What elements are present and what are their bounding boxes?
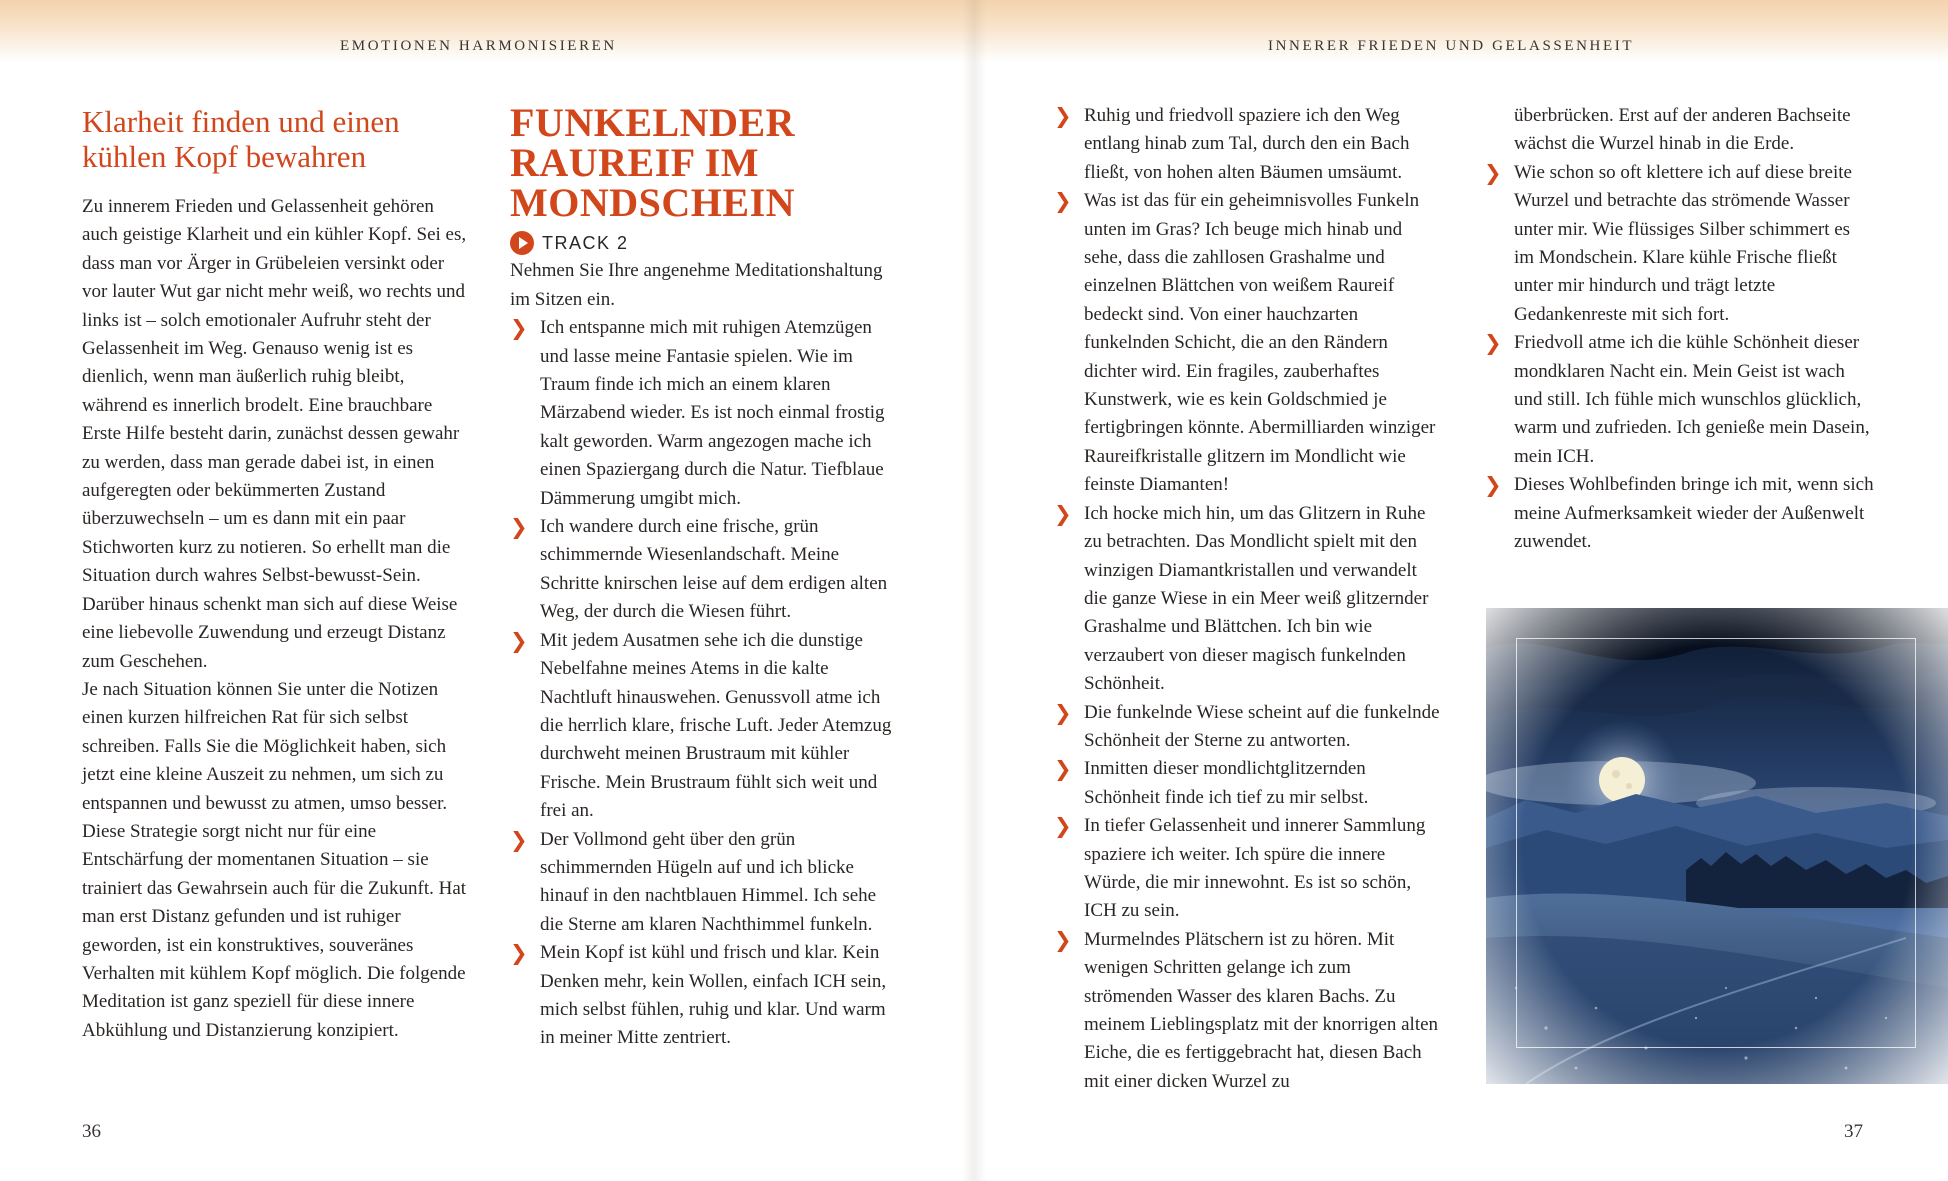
- list-item: [1054, 699, 1444, 756]
- step-text: Ich hocke mich hin, um das Glitzern in Ruhe zu betrachten. Das Mondlicht spielt mit den winzigen Diamantkristallen und verwandelt die ganze Wiese in ein Meer weiß glitzernder Grashalme und Blättchen. Ich bin wie verzaubert von dieser magisch funkelnden Schönheit.: [1084, 502, 1429, 695]
- list-item: [1054, 812, 1444, 926]
- track-text: TRACK 2: [542, 233, 629, 253]
- left-column-2: [510, 100, 900, 1053]
- meditation-steps: [510, 314, 900, 1053]
- list-item: [510, 513, 900, 627]
- moonlit-landscape-image: [1486, 608, 1948, 1084]
- step-text: Ruhig und friedvoll spaziere ich den Weg entlang hinab zum Tal, durch den ein Bach fließt, von hohen alten Bäumen umsäumt.: [1084, 105, 1410, 183]
- chevron-right-icon: ❯: [510, 515, 528, 540]
- step-text: Ich wandere durch eine frische, grün schimmernde Wiesenlandschaft. Meine Schritte knirschen leise auf dem erdigen alten Weg, der durch die Wiesen führt.: [540, 516, 888, 623]
- chevron-right-icon: ❯: [1054, 104, 1072, 128]
- play-circle-icon[interactable]: [510, 231, 534, 255]
- step-text: Was ist das für ein geheimnisvolles Funkeln unten im Gras? Ich beuge mich hinab und sehe, dass die zahllosen Grashalme und einzelnen Blättchen von weißem Raureif bedeckt sind. Von einer hauchzarten funkelnden Schicht, die an den Rändern dichter wird. Ein fragiles, zauberhaftes Kunstwerk, wie es kein Goldschmied je fertigbringen könnte. Abermilliarden winziger Raureifkristalle glitzern im Mondlicht wie feinste Diamanten!: [1084, 190, 1436, 496]
- meditation-title: FUNKELNDER RAUREIF IM MONDSCHEIN: [510, 100, 796, 225]
- chevron-right-icon: ❯: [1054, 757, 1072, 782]
- meditation-intro: Nehmen Sie Ihre angenehme Meditationshaltung im Sitzen ein.: [510, 260, 883, 310]
- chevron-right-icon: ❯: [1054, 501, 1072, 526]
- step-text: Ich entspanne mich mit ruhigen Atemzügen und lasse meine Fantasie spielen. Wie im Traum finde ich mich an einem klaren Märzabend wieder. Es ist noch einmal frostig kalt geworden. Warm angezogen mache ich einen Spaziergang durch die Natur. Tiefblaue Dämmerung umgibt mich.: [540, 317, 885, 509]
- chevron-right-icon: ❯: [1054, 814, 1072, 839]
- step-text: Mein Kopf ist kühl und frisch und klar. Kein Denken mehr, kein Wollen, einfach ICH sein, mich selbst fühlen, ruhig und klar. Und warm in meiner Mitte zentriert.: [540, 942, 887, 1049]
- list-item: [1484, 159, 1874, 329]
- step-text: Friedvoll atme ich die kühle Schönheit dieser mondklaren Nacht ein. Mein Geist ist wach und still. Ich fühle mich wunschlos glücklich, warm und zufrieden. Ich genieße mein Dasein, mein ICH.: [1514, 332, 1870, 467]
- list-item: [1054, 926, 1444, 1096]
- list-item-continuation: [1484, 102, 1874, 159]
- list-item: [510, 627, 900, 826]
- step-text: Murmelndes Plätschern ist zu hören. Mit wenigen Schritten gelange ich zum strömenden Wasser des klaren Bachs. Zu meinem Lieblingsplatz mit der knorrigen alten Eiche, die es fertiggebracht hat, diesen Bach mit einer dicken Wurzel zu: [1084, 928, 1439, 1092]
- step-text: Inmitten dieser mondlichtglitzernden Schönheit finde ich tief zu mir selbst.: [1084, 758, 1369, 808]
- list-item: [1484, 329, 1874, 471]
- body-paragraph: Je nach Situation können Sie unter die Notizen einen kurzen hilfreichen Rat für sich selbst schreiben. Falls Sie die Möglichkeit haben, sich jetzt eine kleine Auszeit zu nehmen, um sich zu entspannen und bewusst zu atmen, umso besser. Diese Strategie sorgt nicht nur für eine Entschärfung der momentanen Situation – sie trainiert das Gewahrsein auch für die Zukunft. Hat man erst Distanz gefunden und ist ruhiger geworden, ist ein konstruktives, souveränes Verhalten mit kühlem Kopf möglich. Die folgende Meditation ist ganz speziell für diese innere Abkühlung und Distanzierung konzipiert.: [82, 678, 467, 1041]
- list-item: [1054, 500, 1444, 699]
- step-text: Wie schon so oft klettere ich auf diese breite Wurzel und betrachte das strömende Wasser unter mir. Wie flüssiges Silber schimmert es im Mondschein. Klare kühle Frische fließt unter mir hindurch und trägt letzte Gedankenreste mit sich fort.: [1514, 161, 1852, 325]
- list-item: [1054, 755, 1444, 812]
- running-head-left: EMOTIONEN HARMONISIEREN: [340, 38, 617, 54]
- track-label[interactable]: [510, 229, 900, 257]
- step-text: In tiefer Gelassenheit und innerer Sammlung spaziere ich weiter. Ich spüre die innere Würde, die mir innewohnt. Es ist so schön, ICH zu sein.: [1084, 815, 1426, 922]
- meditation-steps-continued: [1054, 102, 1444, 1096]
- chevron-right-icon: ❯: [1484, 160, 1502, 185]
- meditation-steps-final: [1484, 102, 1874, 557]
- step-text: Dieses Wohlbefinden bringe ich mit, wenn sich meine Aufmerksamkeit wieder der Außenwelt zuwendet.: [1514, 474, 1874, 553]
- list-item: [1054, 102, 1444, 187]
- chevron-right-icon: ❯: [510, 316, 528, 341]
- chevron-right-icon: ❯: [510, 941, 528, 966]
- section-heading: Klarheit finden und einen kühlen Kopf bewahren: [82, 104, 400, 174]
- running-head-right: INNERER FRIEDEN UND GELASSENHEIT: [1268, 38, 1635, 54]
- right-column-2: [1484, 102, 1874, 557]
- list-item: [510, 314, 900, 513]
- body-paragraph: Zu innerem Frieden und Gelassenheit gehören auch geistige Klarheit und ein kühler Kopf. Sei es, dass man vor Ärger in Grübeleien versinkt oder vor lauter Wut gar nicht mehr weiß, wo rechts und links ist – solch emotionaler Aufruhr steht der Gelassenheit im Weg. Genauso wenig ist es dienlich, wenn man äußerlich ruhig bleibt, während es innerlich brodelt. Eine brauchbare Erste Hilfe besteht darin, zunächst dessen gewahr zu werden, dass man gerade dabei ist, in einen aufgeregten oder bekümmerten Zustand überzuwechseln – um es dann mit ein paar Stichworten kurz zu notieren. So erhellt man die Situation durch wahres Selbst-bewusst-Sein. Darüber hinaus schenkt man sich auf diese Weise eine liebevolle Zuwendung und erzeugt Distanz zum Geschehen.: [82, 196, 467, 672]
- list-item: [1054, 187, 1444, 499]
- step-text: Mit jedem Ausatmen sehe ich die dunstige Nebelfahne meines Atems in die kalte Nachtluft hinauswehen. Genussvoll atme ich die herrlich klare, frische Luft. Jeder Atemzug durchweht meinen Brustraum mit kühler Frische. Mein Brustraum fühlt sich weit und frei an.: [540, 629, 892, 822]
- page-number-left: 36: [82, 1121, 101, 1142]
- list-item: [510, 939, 900, 1053]
- list-item: [510, 826, 900, 940]
- right-column-1: [1054, 102, 1444, 1096]
- chevron-right-icon: ❯: [1484, 331, 1502, 356]
- step-text: Der Vollmond geht über den grün schimmernden Hügeln auf und ich blicke hinauf in den nachtblauen Himmel. Ich sehe die Sterne am klaren Nachthimmel funkeln.: [540, 828, 877, 935]
- image-frame: [1516, 638, 1916, 1048]
- list-item: [1484, 471, 1874, 556]
- chevron-right-icon: ❯: [1054, 189, 1072, 214]
- book-gutter: [962, 0, 986, 1181]
- page-number-right: 37: [1844, 1121, 1863, 1142]
- step-text: überbrücken. Erst auf der anderen Bachseite wächst die Wurzel hinab in die Erde.: [1514, 105, 1851, 155]
- chevron-right-icon: ❯: [1054, 927, 1072, 952]
- step-text: Die funkelnde Wiese scheint auf die funkelnde Schönheit der Sterne zu antworten.: [1084, 701, 1440, 751]
- chevron-right-icon: ❯: [1054, 700, 1072, 725]
- chevron-right-icon: ❯: [510, 827, 528, 852]
- chevron-right-icon: ❯: [510, 628, 528, 653]
- left-column-1: [82, 104, 468, 1045]
- chevron-right-icon: ❯: [1484, 473, 1502, 498]
